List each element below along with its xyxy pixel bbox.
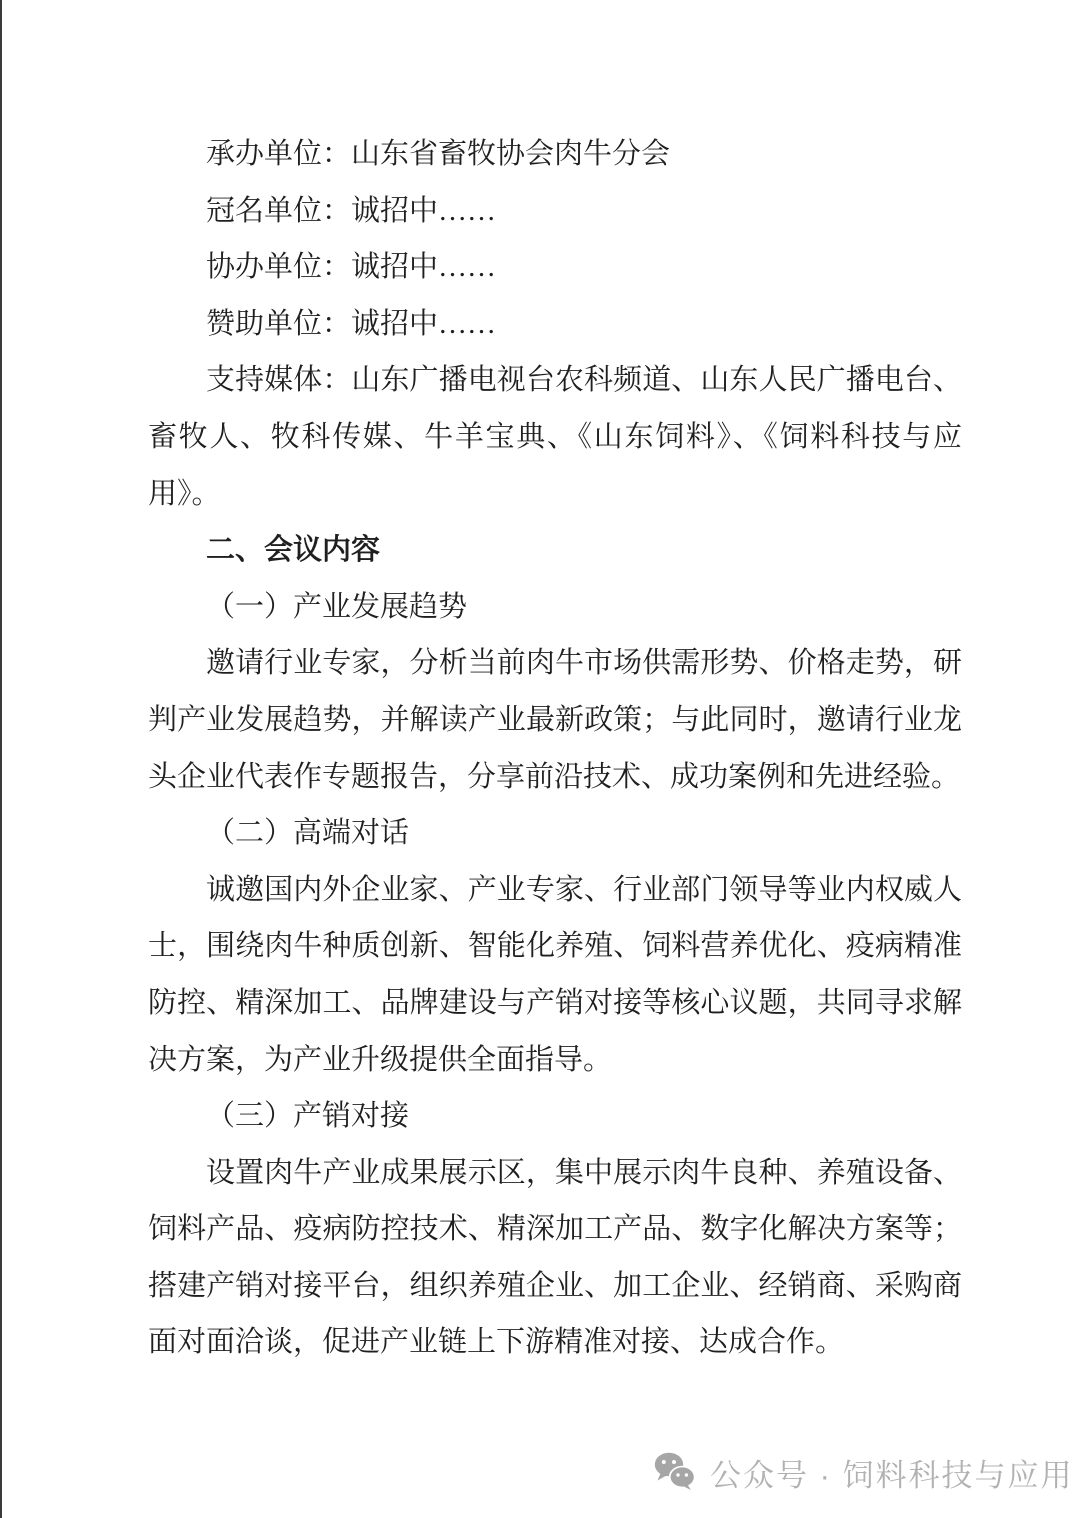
paragraph: 诚邀国内外企业家、产业专家、行业部门领导等业内权威人士，围绕肉牛种质创新、智能化养殖、饲料营养优化、疫病精准防控、精深加工、品牌建设与产销对接等核心议题，共同寻求解决方案，为产业升级提供全面指导。 xyxy=(148,873,962,1076)
paragraph: 冠名单位：诚招中…… xyxy=(206,194,497,227)
paragraph: 赞助单位：诚招中…… xyxy=(206,307,497,340)
watermark xyxy=(654,1446,1074,1498)
paragraph: 协办单位：诚招中…… xyxy=(206,251,497,284)
sub-heading: （一）产业发展趋势 xyxy=(206,590,468,623)
paragraph: 设置肉牛产业成果展示区，集中展示肉牛良种、养殖设备、饲料产品、疫病防控技术、精深加工产品、数字化解决方案等；搭建产销对接平台，组织养殖企业、加工企业、经销商、采购商面对面洽谈，促进产业链上下游精准对接、达成合作。 xyxy=(148,1156,962,1359)
page-edge-line xyxy=(0,0,2,1518)
watermark-text: 公众号 · 饲料科技与应用 xyxy=(710,1457,1074,1493)
sub-heading: （二）高端对话 xyxy=(206,817,410,850)
wechat-icon xyxy=(654,1452,696,1492)
paragraph: 支持媒体：山东广播电视台农科频道、山东人民广播电台、畜牧人、牧科传媒、牛羊宝典、《山东饲料》、《饲料科技与应用》。 xyxy=(148,364,962,510)
sub-heading: （三）产销对接 xyxy=(206,1100,410,1133)
section-heading: 二、会议内容 xyxy=(206,534,381,567)
paragraph: 承办单位：山东省畜牧协会肉牛分会 xyxy=(206,138,671,170)
document-body xyxy=(148,0,962,1371)
paragraph: 邀请行业专家，分析当前肉牛市场供需形势、价格走势，研判产业发展趋势，并解读产业最新政策；与此同时，邀请行业龙头企业代表作专题报告，分享前沿技术、成功案例和先进经验。 xyxy=(148,647,962,793)
